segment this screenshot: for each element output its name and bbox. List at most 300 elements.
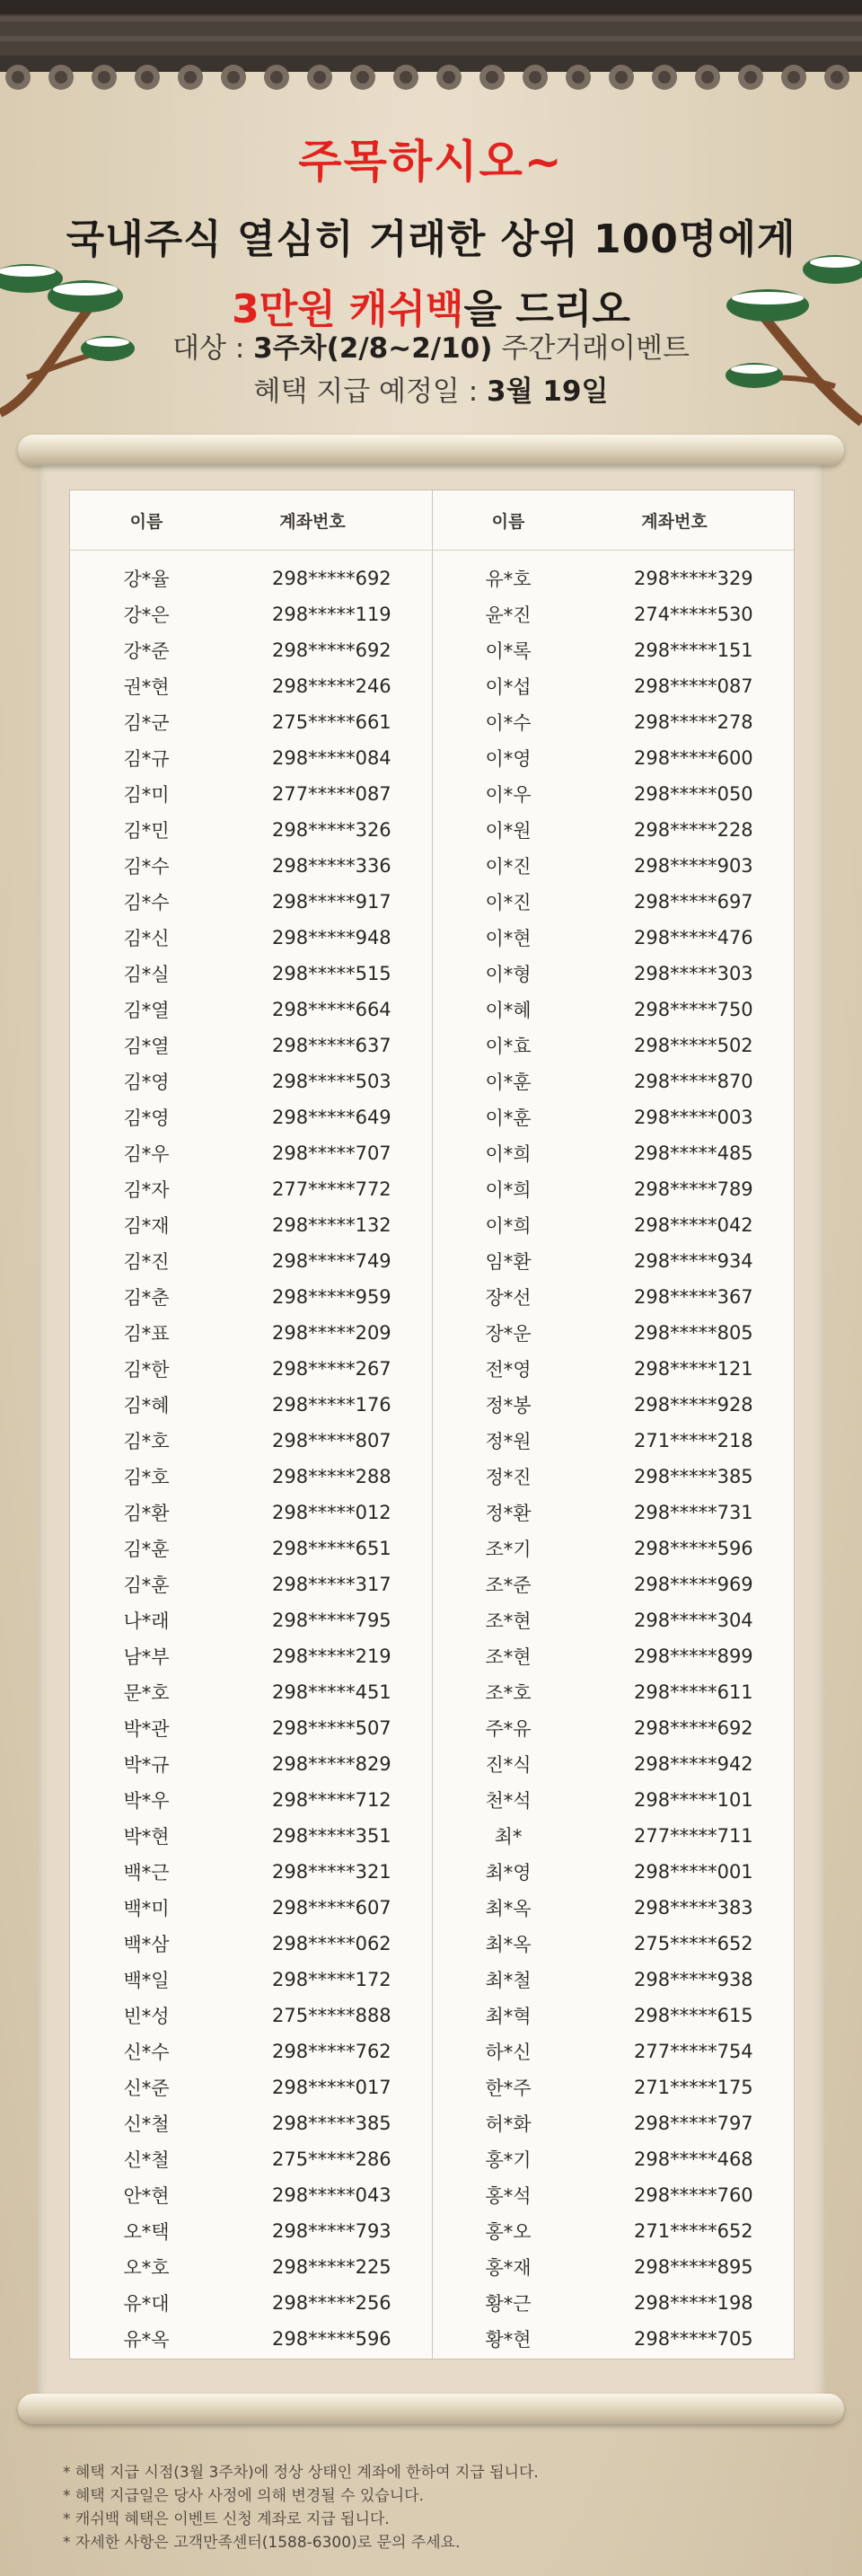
table-row bbox=[70, 1135, 432, 1171]
winner-name: 이*영 bbox=[485, 748, 532, 770]
winner-name: 홍*기 bbox=[485, 2149, 532, 2171]
winner-name: 박*관 bbox=[123, 1718, 170, 1740]
winner-name: 이*원 bbox=[485, 820, 532, 842]
winner-name: 김*수 bbox=[123, 892, 170, 913]
winner-name: 김*춘 bbox=[123, 1287, 170, 1309]
account-number: 298*****062 bbox=[272, 1933, 391, 1954]
table-row bbox=[432, 1746, 794, 1782]
table-row bbox=[432, 884, 794, 920]
table-row bbox=[432, 740, 794, 776]
table-row bbox=[432, 1279, 794, 1315]
table-row bbox=[70, 2033, 432, 2069]
account-number: 298*****050 bbox=[634, 783, 753, 805]
account-number: 298*****132 bbox=[272, 1214, 391, 1236]
table-row bbox=[432, 2141, 794, 2177]
winner-name: 조*현 bbox=[485, 1646, 532, 1668]
winner-name: 김*영 bbox=[123, 1107, 170, 1129]
table-row bbox=[70, 1495, 432, 1531]
event-details bbox=[0, 327, 862, 413]
table-row bbox=[432, 1674, 794, 1710]
winner-name: 정*환 bbox=[485, 1503, 532, 1524]
account-number: 298*****336 bbox=[272, 855, 391, 877]
account-number: 298*****001 bbox=[634, 1861, 753, 1883]
winner-name: 최*혁 bbox=[485, 2006, 532, 2027]
cashback-suffix: 을 드리오 bbox=[463, 287, 630, 332]
winner-name: 박*현 bbox=[123, 1826, 170, 1848]
table-row bbox=[70, 1028, 432, 1063]
note-item: * 혜택 지급 시점(3월 3주차)에 정상 상태인 계좌에 한하여 지급 됩니다. bbox=[63, 2464, 539, 2482]
table-row bbox=[70, 1063, 432, 1099]
winner-name: 이*효 bbox=[485, 1036, 532, 1057]
headline-main: 국내주식 열심히 거래한 상위 100명에게 bbox=[66, 216, 796, 262]
table-row bbox=[70, 704, 432, 740]
table-row bbox=[432, 1243, 794, 1279]
account-number: 298*****795 bbox=[272, 1610, 391, 1631]
account-number: 298*****502 bbox=[634, 1035, 753, 1056]
winner-name: 백*일 bbox=[123, 1970, 170, 1991]
winner-name: 황*현 bbox=[485, 2329, 532, 2351]
table-row bbox=[432, 1998, 794, 2033]
winner-name: 임*환 bbox=[485, 1251, 532, 1273]
event-target-label: 대상 : bbox=[172, 332, 254, 365]
winner-name: 정*봉 bbox=[485, 1395, 532, 1416]
account-number: 298*****383 bbox=[634, 1897, 753, 1919]
winner-name: 유*호 bbox=[485, 569, 532, 590]
table-row bbox=[70, 1818, 432, 1854]
account-number: 298*****749 bbox=[272, 1250, 391, 1272]
event-target-suffix: 주간거래이벤트 bbox=[492, 332, 690, 365]
table-row bbox=[432, 2285, 794, 2321]
winner-name: 박*규 bbox=[123, 1754, 170, 1776]
winner-name: 신*철 bbox=[123, 2149, 170, 2171]
account-number: 298*****637 bbox=[272, 1035, 391, 1056]
account-number: 298*****278 bbox=[634, 711, 753, 733]
table-row bbox=[70, 2321, 432, 2357]
table-row bbox=[432, 1459, 794, 1495]
account-number: 298*****209 bbox=[272, 1322, 391, 1344]
winner-name: 안*현 bbox=[123, 2185, 170, 2207]
winner-name: 강*은 bbox=[123, 604, 170, 626]
table-row bbox=[432, 596, 794, 632]
event-target-value: 3주차(2/8~2/10) bbox=[253, 332, 493, 365]
table-row bbox=[432, 1890, 794, 1926]
account-number: 298*****288 bbox=[272, 1466, 391, 1487]
winner-name: 백*근 bbox=[123, 1862, 170, 1883]
account-number: 298*****246 bbox=[272, 675, 391, 697]
table-row bbox=[432, 1602, 794, 1638]
account-number: 275*****286 bbox=[272, 2148, 391, 2170]
winner-name: 이*수 bbox=[485, 712, 532, 734]
account-number: 277*****754 bbox=[634, 2041, 753, 2062]
account-number: 298*****225 bbox=[272, 2256, 391, 2278]
account-number: 298*****607 bbox=[272, 1897, 391, 1919]
winner-name: 오*택 bbox=[123, 2221, 170, 2243]
account-number: 298*****805 bbox=[634, 1322, 753, 1344]
account-number: 298*****705 bbox=[634, 2328, 753, 2350]
table-row bbox=[70, 848, 432, 884]
winner-name: 김*수 bbox=[123, 856, 170, 878]
notes bbox=[63, 2461, 835, 2554]
account-number: 298*****692 bbox=[272, 640, 391, 661]
account-number: 298*****760 bbox=[634, 2184, 753, 2206]
table-row bbox=[432, 1387, 794, 1423]
scroll-rod-top bbox=[18, 435, 844, 465]
table-row bbox=[432, 1782, 794, 1818]
event-payout-value: 3월 19일 bbox=[487, 375, 609, 408]
table-row bbox=[432, 1315, 794, 1351]
account-number: 277*****711 bbox=[634, 1825, 753, 1847]
table-row bbox=[432, 2105, 794, 2141]
table-row bbox=[70, 668, 432, 704]
winner-name: 조*호 bbox=[485, 1682, 532, 1704]
account-number: 298*****797 bbox=[634, 2113, 753, 2134]
account-number: 298*****948 bbox=[272, 927, 391, 948]
winner-name: 권*현 bbox=[123, 676, 170, 698]
table-row bbox=[70, 2285, 432, 2321]
account-number: 275*****888 bbox=[272, 2005, 391, 2026]
account-number: 298*****121 bbox=[634, 1358, 753, 1380]
winner-name: 정*진 bbox=[485, 1467, 532, 1488]
account-number: 298*****707 bbox=[272, 1142, 391, 1164]
table-row bbox=[70, 632, 432, 668]
account-number: 298*****969 bbox=[634, 1574, 753, 1595]
left-column-header bbox=[70, 490, 432, 550]
account-number: 298*****899 bbox=[634, 1645, 753, 1667]
account-number: 298*****697 bbox=[634, 891, 753, 913]
headline-block bbox=[0, 126, 862, 334]
table-row bbox=[432, 1854, 794, 1890]
table-row bbox=[432, 1495, 794, 1531]
winner-name: 김*진 bbox=[123, 1251, 170, 1273]
table-row bbox=[432, 1531, 794, 1566]
account-number: 298*****934 bbox=[634, 1250, 753, 1272]
account-number: 298*****917 bbox=[272, 891, 391, 913]
account-number: 298*****959 bbox=[272, 1286, 391, 1308]
winner-name: 김*훈 bbox=[123, 1539, 170, 1560]
table-row bbox=[432, 1028, 794, 1063]
winner-name: 이*훈 bbox=[485, 1107, 532, 1129]
account-number: 298*****507 bbox=[272, 1717, 391, 1739]
account-number: 298*****596 bbox=[272, 2328, 391, 2350]
right-column bbox=[432, 560, 794, 2357]
table-row bbox=[70, 1746, 432, 1782]
table-row bbox=[432, 1135, 794, 1171]
winner-name: 이*현 bbox=[485, 928, 532, 949]
table-row bbox=[432, 2033, 794, 2069]
table-row bbox=[70, 560, 432, 596]
winner-name: 김*호 bbox=[123, 1467, 170, 1488]
winners-table bbox=[69, 490, 795, 2360]
table-row bbox=[70, 1351, 432, 1387]
winner-name: 이*진 bbox=[485, 856, 532, 878]
table-row bbox=[70, 776, 432, 812]
table-row bbox=[70, 596, 432, 632]
account-number: 298*****267 bbox=[272, 1358, 391, 1380]
table-row bbox=[70, 1602, 432, 1638]
account-number: 298*****611 bbox=[634, 1681, 753, 1703]
table-row bbox=[70, 1962, 432, 1998]
table-row bbox=[70, 1890, 432, 1926]
account-number: 298*****468 bbox=[634, 2148, 753, 2170]
account-header: 계좌번호 bbox=[641, 511, 708, 532]
winner-name: 한*주 bbox=[485, 2078, 532, 2099]
table-row bbox=[432, 1566, 794, 1602]
winner-name: 오*호 bbox=[123, 2257, 170, 2279]
account-number: 298*****304 bbox=[634, 1610, 753, 1631]
account-number: 298*****600 bbox=[634, 747, 753, 769]
table-row bbox=[432, 920, 794, 956]
winner-name: 유*옥 bbox=[123, 2329, 170, 2351]
account-number: 298*****903 bbox=[634, 855, 753, 877]
table-row bbox=[432, 1207, 794, 1243]
account-number: 298*****321 bbox=[272, 1861, 391, 1883]
table-row bbox=[432, 2249, 794, 2285]
winner-name: 김*우 bbox=[123, 1143, 170, 1165]
winner-name: 정*원 bbox=[485, 1431, 532, 1452]
winner-name: 김*미 bbox=[123, 784, 170, 806]
account-number: 298*****326 bbox=[272, 819, 391, 841]
event-target bbox=[0, 327, 862, 370]
account-number: 298*****042 bbox=[634, 1214, 753, 1236]
table-row bbox=[432, 1818, 794, 1854]
table-row bbox=[70, 2105, 432, 2141]
winner-name: 문*호 bbox=[123, 1682, 170, 1704]
winner-name: 최*영 bbox=[485, 1862, 532, 1883]
winner-name: 박*우 bbox=[123, 1790, 170, 1812]
table-row bbox=[70, 920, 432, 956]
table-row bbox=[70, 992, 432, 1028]
table-row bbox=[432, 776, 794, 812]
right-column-header bbox=[432, 490, 794, 550]
winner-name: 신*수 bbox=[123, 2042, 170, 2063]
winner-name: 주*유 bbox=[485, 1718, 532, 1740]
account-number: 277*****772 bbox=[272, 1178, 391, 1200]
table-row bbox=[70, 956, 432, 992]
account-number: 298*****256 bbox=[272, 2292, 391, 2314]
scroll-rod-bottom bbox=[18, 2394, 844, 2424]
table-row bbox=[70, 1315, 432, 1351]
account-number: 298*****649 bbox=[272, 1107, 391, 1128]
account-number: 298*****793 bbox=[272, 2220, 391, 2242]
account-number: 298*****895 bbox=[634, 2256, 753, 2278]
winner-name: 천*석 bbox=[485, 1790, 532, 1812]
left-column bbox=[70, 560, 432, 2357]
note-item: * 캐쉬백 혜택은 이벤트 신청 계좌로 지급 됩니다. bbox=[63, 2510, 390, 2528]
account-number: 298*****219 bbox=[272, 1645, 391, 1667]
account-number: 298*****938 bbox=[634, 1969, 753, 1990]
winner-name: 김*호 bbox=[123, 1431, 170, 1452]
account-number: 298*****476 bbox=[634, 927, 753, 948]
account-number: 298*****101 bbox=[634, 1789, 753, 1811]
winner-name: 이*우 bbox=[485, 784, 532, 806]
account-header: 계좌번호 bbox=[279, 511, 346, 532]
winner-name: 조*기 bbox=[485, 1539, 532, 1560]
table-row bbox=[70, 1926, 432, 1962]
winner-name: 하*신 bbox=[485, 2042, 532, 2063]
table-row bbox=[70, 1531, 432, 1566]
account-number: 271*****175 bbox=[634, 2077, 753, 2098]
account-number: 298*****651 bbox=[272, 1538, 391, 1559]
table-row bbox=[70, 1423, 432, 1459]
winner-name: 김*혜 bbox=[123, 1395, 170, 1416]
winner-name: 김*규 bbox=[123, 748, 170, 770]
table-row bbox=[70, 2213, 432, 2249]
winner-name: 이*진 bbox=[485, 892, 532, 913]
winner-name: 최* bbox=[494, 1826, 523, 1848]
headline-attention: 주목하시오~ bbox=[298, 136, 564, 188]
winner-name: 윤*진 bbox=[485, 604, 532, 626]
table-row bbox=[432, 632, 794, 668]
table-row bbox=[70, 1782, 432, 1818]
table-row bbox=[70, 1674, 432, 1710]
account-number: 298*****087 bbox=[634, 675, 753, 697]
winner-name: 김*재 bbox=[123, 1215, 170, 1237]
account-number: 298*****351 bbox=[272, 1825, 391, 1847]
winner-name: 유*대 bbox=[123, 2293, 170, 2315]
table-row bbox=[432, 2213, 794, 2249]
table-row bbox=[432, 1063, 794, 1099]
name-header: 이름 bbox=[491, 511, 525, 532]
table-row bbox=[70, 1207, 432, 1243]
winner-name: 김*환 bbox=[123, 1503, 170, 1524]
account-number: 298*****942 bbox=[634, 1753, 753, 1775]
winner-name: 최*옥 bbox=[485, 1898, 532, 1919]
account-number: 298*****151 bbox=[634, 640, 753, 661]
account-number: 298*****043 bbox=[272, 2184, 391, 2206]
account-number: 298*****003 bbox=[634, 1107, 753, 1128]
account-number: 298*****596 bbox=[634, 1538, 753, 1559]
winner-name: 백*미 bbox=[123, 1898, 170, 1919]
account-number: 298*****084 bbox=[272, 747, 391, 769]
table-row bbox=[432, 812, 794, 848]
winner-name: 최*옥 bbox=[485, 1934, 532, 1955]
account-number: 298*****692 bbox=[272, 568, 391, 589]
table-row bbox=[432, 956, 794, 992]
account-number: 298*****198 bbox=[634, 2292, 753, 2314]
account-number: 298*****807 bbox=[272, 1430, 391, 1451]
winner-name: 김*군 bbox=[123, 712, 170, 734]
note-item: * 자세한 사항은 고객만족센터(1588-6300)로 문의 주세요. bbox=[63, 2534, 461, 2552]
account-number: 298*****712 bbox=[272, 1789, 391, 1811]
winner-name: 장*운 bbox=[485, 1323, 532, 1345]
account-number: 298*****329 bbox=[634, 568, 753, 589]
winner-name: 이*희 bbox=[485, 1215, 532, 1237]
winner-name: 최*철 bbox=[485, 1970, 532, 1991]
account-number: 298*****503 bbox=[272, 1071, 391, 1092]
account-number: 298*****762 bbox=[272, 2041, 391, 2062]
account-number: 275*****661 bbox=[272, 711, 391, 733]
table-row bbox=[432, 2069, 794, 2105]
table-row bbox=[70, 1099, 432, 1135]
winner-name: 이*형 bbox=[485, 964, 532, 985]
table-row bbox=[432, 2177, 794, 2213]
winner-name: 김*신 bbox=[123, 928, 170, 949]
winner-name: 이*혜 bbox=[485, 1000, 532, 1021]
table-row bbox=[70, 2069, 432, 2105]
table-row bbox=[432, 848, 794, 884]
table-row bbox=[432, 1171, 794, 1207]
winner-name: 이*희 bbox=[485, 1179, 532, 1201]
winner-name: 홍*오 bbox=[485, 2221, 532, 2243]
table-row bbox=[70, 1854, 432, 1890]
winner-name: 강*준 bbox=[123, 640, 170, 662]
table-row bbox=[70, 1387, 432, 1423]
table-row bbox=[70, 1243, 432, 1279]
account-number: 298*****928 bbox=[634, 1394, 753, 1416]
winner-name: 김*영 bbox=[123, 1072, 170, 1093]
account-number: 298*****017 bbox=[272, 2077, 391, 2098]
account-number: 277*****087 bbox=[272, 783, 391, 805]
account-number: 275*****652 bbox=[634, 1933, 753, 1954]
table-row bbox=[70, 812, 432, 848]
table-row bbox=[432, 1423, 794, 1459]
account-number: 298*****303 bbox=[634, 963, 753, 984]
winner-name: 김*열 bbox=[123, 1000, 170, 1021]
name-header: 이름 bbox=[129, 511, 163, 532]
winner-name: 김*자 bbox=[123, 1179, 170, 1201]
table-row bbox=[70, 1710, 432, 1746]
table-row bbox=[70, 2141, 432, 2177]
account-number: 298*****829 bbox=[272, 1753, 391, 1775]
account-number: 298*****317 bbox=[272, 1574, 391, 1595]
winner-name: 신*준 bbox=[123, 2078, 170, 2099]
cashback-amount: 3만원 캐쉬백 bbox=[232, 287, 464, 332]
winner-name: 김*표 bbox=[123, 1323, 170, 1345]
table-row bbox=[432, 1710, 794, 1746]
winner-name: 남*부 bbox=[123, 1646, 170, 1668]
table-row bbox=[70, 884, 432, 920]
account-number: 298*****385 bbox=[272, 2113, 391, 2134]
account-number: 298*****228 bbox=[634, 819, 753, 841]
table-row bbox=[70, 740, 432, 776]
table-row bbox=[70, 1566, 432, 1602]
account-number: 298*****119 bbox=[272, 604, 391, 625]
winner-name: 김*실 bbox=[123, 964, 170, 985]
winner-name: 황*근 bbox=[485, 2293, 532, 2315]
headline-cashback bbox=[0, 277, 862, 334]
winner-name: 홍*석 bbox=[485, 2185, 532, 2207]
winner-name: 전*영 bbox=[485, 1359, 532, 1381]
account-number: 271*****218 bbox=[634, 1430, 753, 1451]
winner-name: 백*삼 bbox=[123, 1934, 170, 1955]
winner-name: 나*래 bbox=[123, 1610, 170, 1632]
table-row bbox=[432, 992, 794, 1028]
table-row bbox=[432, 2321, 794, 2357]
winner-name: 신*철 bbox=[123, 2113, 170, 2135]
winner-name: 조*준 bbox=[485, 1575, 532, 1596]
table-row bbox=[70, 1171, 432, 1207]
table-row bbox=[70, 2249, 432, 2285]
table-row bbox=[432, 704, 794, 740]
winner-name: 이*훈 bbox=[485, 1072, 532, 1093]
event-payout bbox=[0, 370, 862, 413]
event-payout-label: 혜택 지급 예정일 : bbox=[253, 375, 488, 408]
winner-name: 이*록 bbox=[485, 640, 532, 662]
account-number: 298*****692 bbox=[634, 1717, 753, 1739]
winner-name: 강*율 bbox=[123, 569, 170, 590]
winner-name: 조*현 bbox=[485, 1610, 532, 1632]
account-number: 298*****731 bbox=[634, 1502, 753, 1523]
account-number: 298*****789 bbox=[634, 1178, 753, 1200]
table-row bbox=[70, 1998, 432, 2033]
winner-name: 김*한 bbox=[123, 1359, 170, 1381]
account-number: 298*****750 bbox=[634, 999, 753, 1020]
account-number: 298*****664 bbox=[272, 999, 391, 1020]
winner-name: 김*민 bbox=[123, 820, 170, 842]
table-row bbox=[432, 1351, 794, 1387]
account-number: 271*****652 bbox=[634, 2220, 753, 2242]
winner-name: 김*열 bbox=[123, 1036, 170, 1057]
